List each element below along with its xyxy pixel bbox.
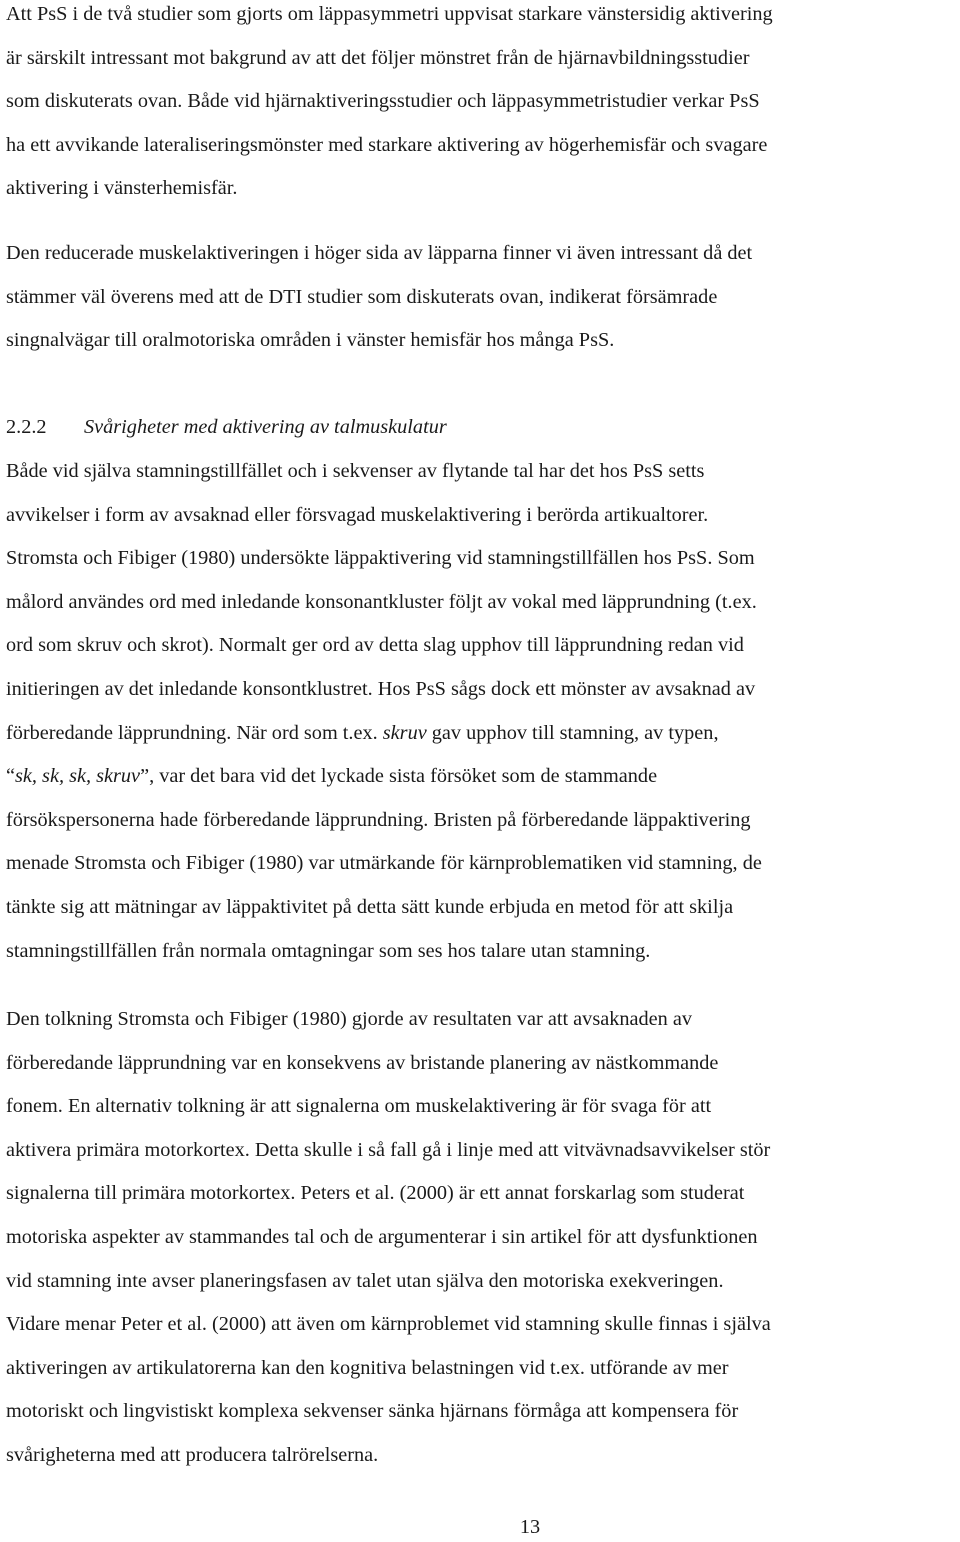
text-line: Den tolkning Stromsta och Fibiger (1980) gjorde av resultaten var att avsaknaden av [6, 1008, 692, 1030]
section-heading [6, 406, 447, 450]
text-line: Att PsS i de två studier som gjorts om läppasymmetri uppvisat starkare vänstersidig aktivering [6, 3, 773, 25]
paragraph [6, 998, 771, 1478]
text-line: som diskuterats ovan. Både vid hjärnaktiveringsstudier och läppasymmetristudier verkar PsS [6, 90, 760, 113]
text-line: är särskilt intressant mot bakgrund av att det följer mönstret från de hjärnavbildningsstudier [6, 46, 750, 69]
text-line: ord som skruv och skrot). Normalt ger ord av detta slag upphov till läpprundning redan vid [6, 634, 744, 657]
text-line [6, 755, 762, 799]
text-line: försökspersonerna hade förberedande läpprundning. Bristen på förberedande läppaktivering [6, 808, 751, 831]
text-run: ”, var det bara vid det lyckade sista försöket som de stammande [140, 765, 658, 788]
text-line: aktivering i vänsterhemisfär. [6, 177, 238, 200]
text-line: stämmer väl överens med att de DTI studier som diskuterats ovan, indikerat försämrade [6, 285, 718, 308]
text-line: motoriskt och lingvistiskt komplexa sekvenser sänka hjärnans förmåga att kompensera för [6, 1400, 739, 1423]
text-line [6, 712, 762, 756]
text-line: förberedande läpprundning var en konsekvens av bristande planering av nästkommande [6, 1051, 719, 1074]
text-line: motoriska aspekter av stammandes tal och de argumenterar i sin artikel för att dysfunktionen [6, 1225, 758, 1248]
section-number: 2.2.2 [6, 416, 47, 438]
text-line: initieringen av det inledande konsontklustret. Hos PsS sågs dock ett mönster av avsaknad av [6, 677, 756, 700]
text-line: Stromsta och Fibiger (1980) undersökte läppaktivering vid stamningstillfällen hos PsS. Som [6, 547, 755, 570]
text-line: ha ett avvikande lateraliseringsmönster med starkare aktivering av högerhemisfär och svagare [6, 133, 768, 156]
text-line: Vidare menar Peter et al. (2000) att även om kärnproblemet vid stamning skulle finnas i själva [6, 1313, 771, 1336]
text-line: aktiveringen av artikulatorerna kan den kognitiva belastningen vid t.ex. utförande av mer [6, 1356, 729, 1379]
text-run: förberedande läpprundning. När ord som t.ex. [6, 721, 383, 744]
text-line: svårigheterna med att producera talrörelserna. [6, 1443, 379, 1466]
text-line: avvikelser i form av avsaknad eller försvagad muskelaktivering i berörda artikualtorer. [6, 503, 709, 526]
text-line: tänkte sig att mätningar av läppaktivitet på detta sätt kunde erbjuda en metod för att skilja [6, 895, 734, 918]
paragraph [6, 232, 752, 363]
text-line: stamningstillfällen från normala omtagningar som ses hos talare utan stamning. [6, 939, 651, 962]
text-line: singnalvägar till oralmotoriska områden i vänster hemisfär hos många PsS. [6, 329, 615, 352]
text-run-italic: skruv [382, 721, 427, 744]
text-line: Både vid själva stamningstillfället och i sekvenser av flytande tal har det hos PsS setts [6, 460, 705, 482]
text-line: signalerna till primära motorkortex. Peters et al. (2000) är ett annat forskarlag som studerat [6, 1182, 745, 1205]
paragraph [6, 450, 762, 973]
paragraph [6, 0, 773, 211]
section-title: Svårigheter med aktivering av talmuskulatur [84, 416, 447, 438]
text-line: vid stamning inte avser planeringsfasen av talet utan själva den motoriska exekveringen. [6, 1269, 724, 1292]
text-line: menade Stromsta och Fibiger (1980) var utmärkande för kärnproblematiken vid stamning, de [6, 852, 762, 875]
text-line: aktivera primära motorkortex. Detta skulle i så fall gå i linje med att vitvävnadsavvikelser stör [6, 1138, 771, 1161]
text-run-italic: sk, sk, sk, skruv [15, 765, 141, 788]
text-line: fonem. En alternativ tolkning är att signalerna om muskelaktivering är för svaga för att [6, 1095, 712, 1118]
text-line: Den reducerade muskelaktiveringen i höger sida av läpparna finner vi även intressant då det [6, 242, 753, 264]
text-run: “ [6, 765, 16, 788]
text-run: gav upphov till stamning, av typen, [426, 721, 719, 744]
page-number: 13 [519, 1516, 541, 1538]
text-line: målord användes ord med inledande konsonantkluster följt av vokal med läpprundning (t.ex. [6, 590, 757, 613]
